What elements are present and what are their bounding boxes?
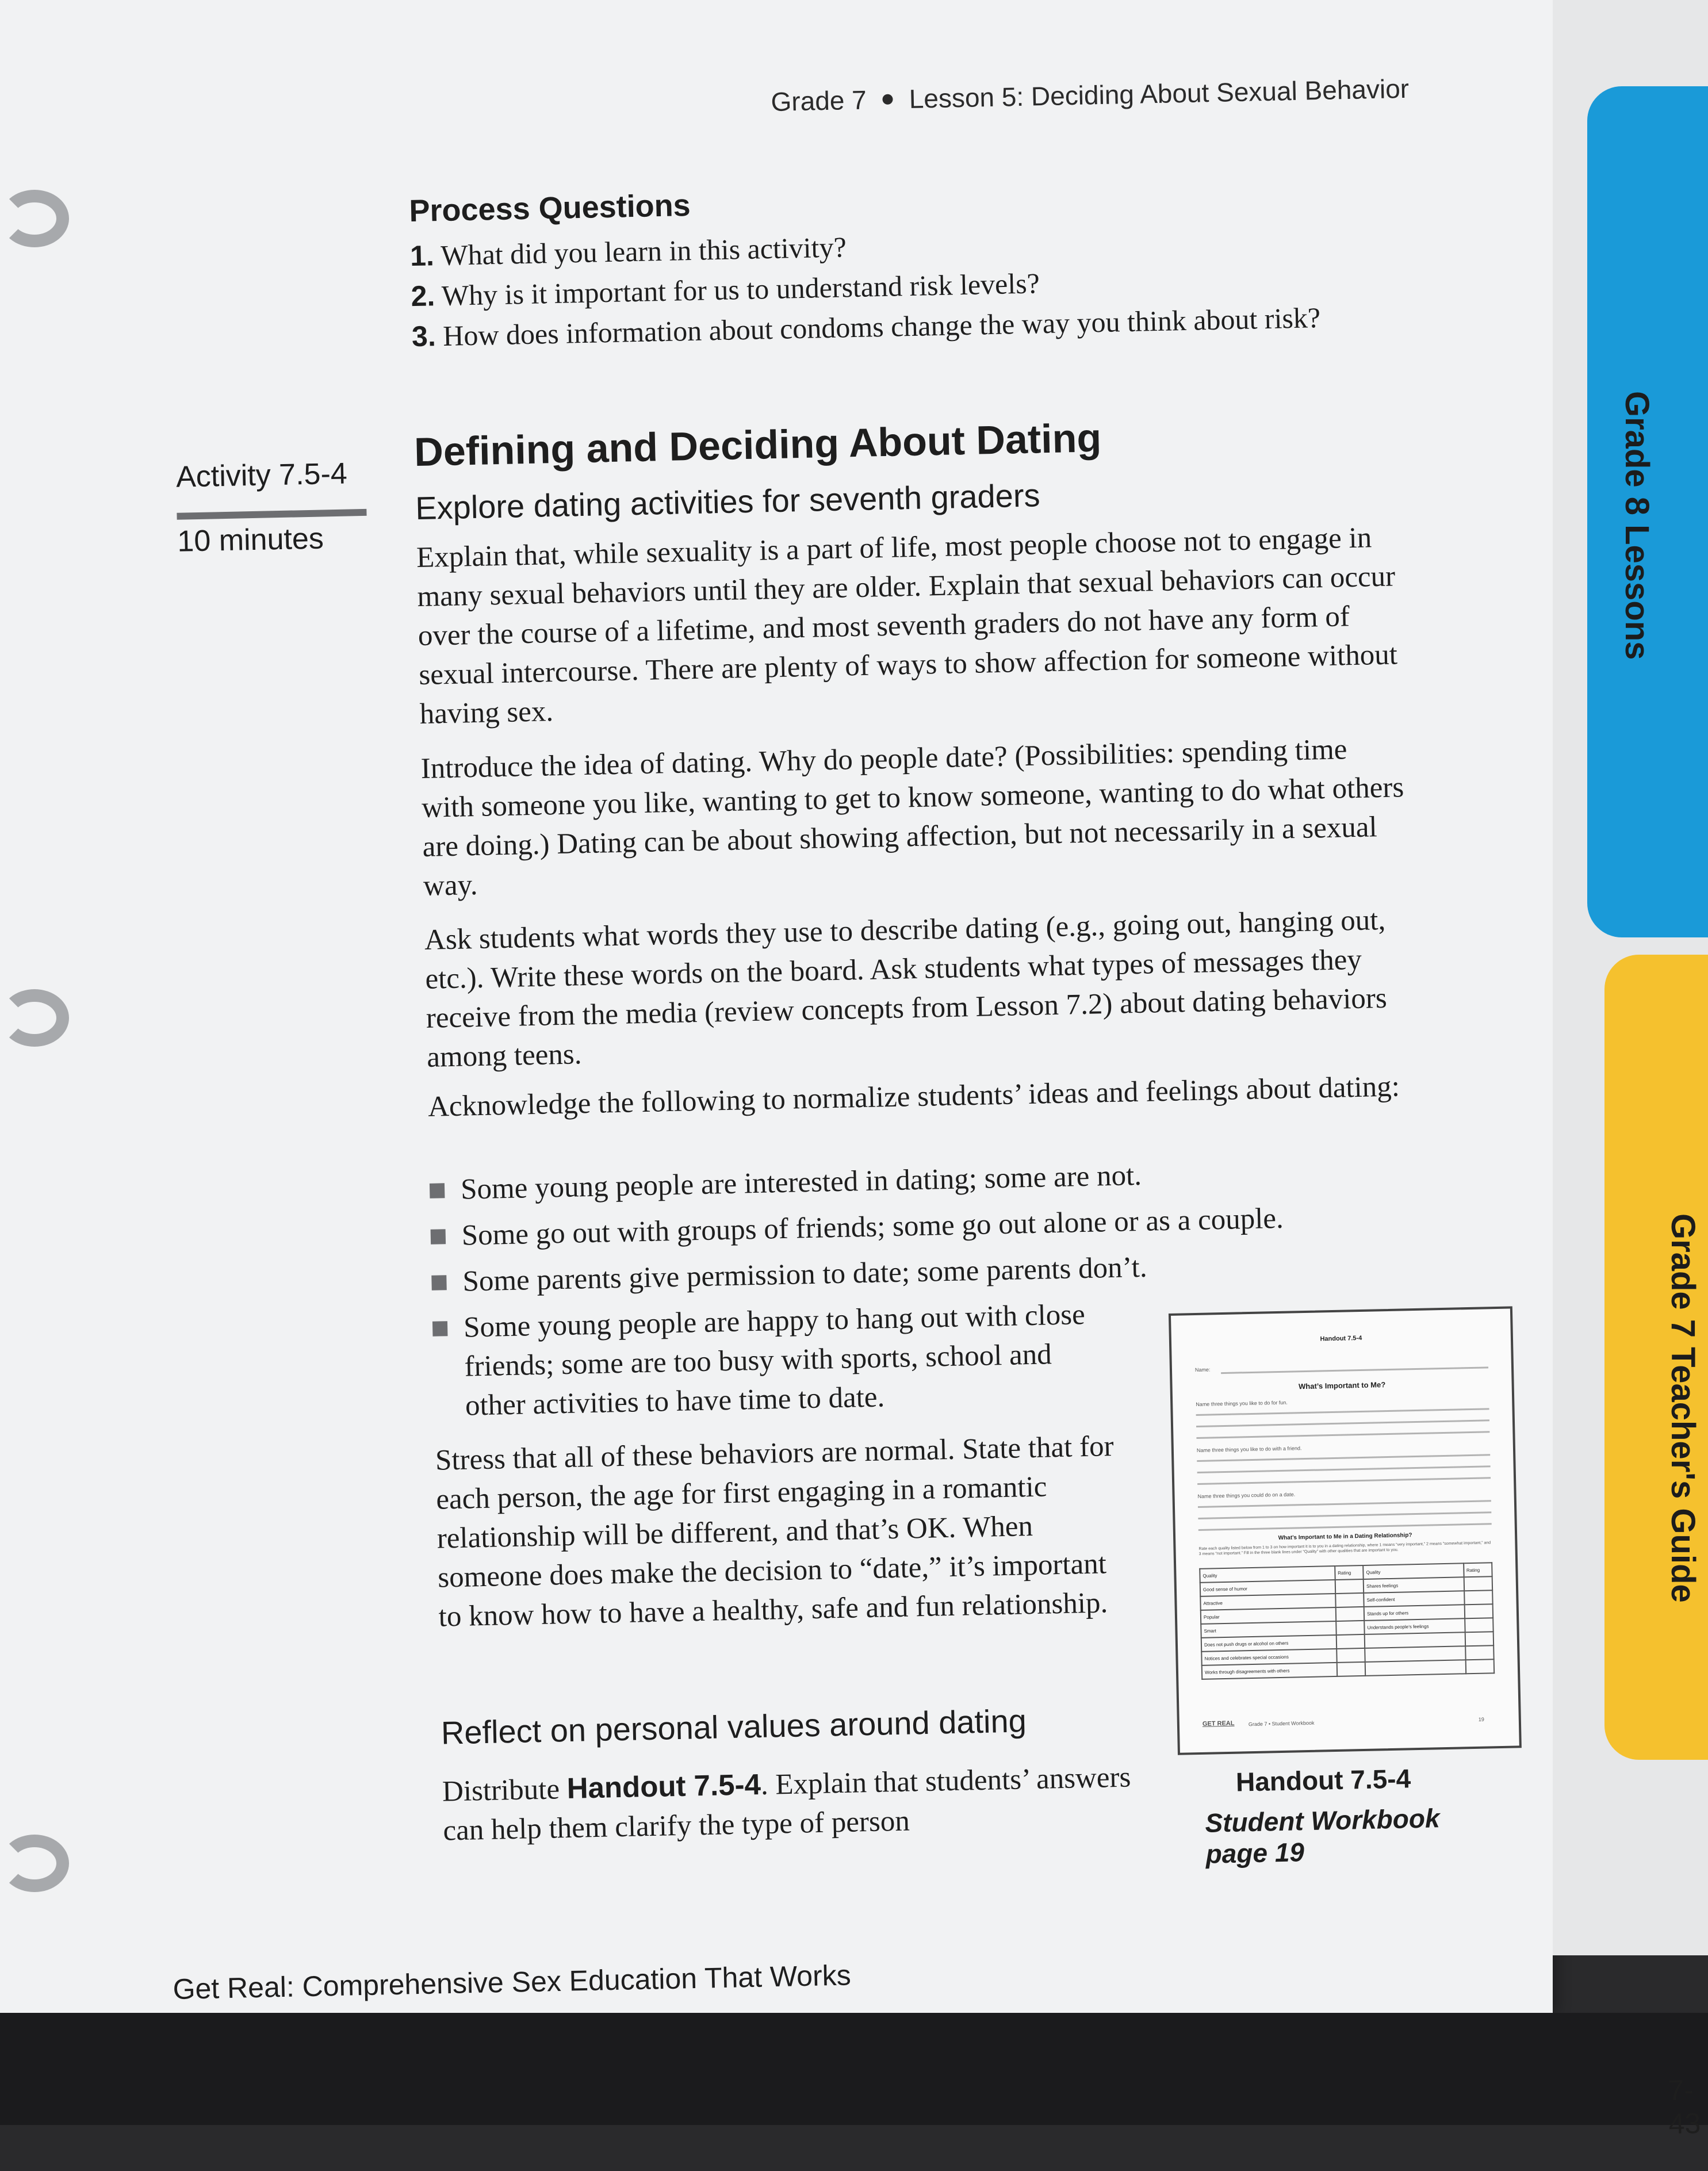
table-row: Works through disagreements with others [1202,1659,1494,1679]
paragraph-dating-words: Ask students what words they use to describe dating (e.g., going out, hanging out, etc.). Write these words on the board. Ask students what types of messages they receive from the media (review concepts from Lesson 7.2) about dating behaviors among teens. [424,903,1388,1074]
binder-ring [0,989,69,1047]
bullet-square [432,1322,448,1337]
book-title-footer: Get Real: Comprehensive Sex Education That Works [173,1959,852,2005]
paragraph-distribute: Distribute Handout 7.5-4. Explain that students’ answers can help them clarify the type of person [442,1761,1131,1847]
activity-title: Defining and Deciding About Dating [413,415,1102,475]
list-item: Some young people are happy to hang out with close friends; some are too busy with sports, school and other activities to have time to date. [432,1289,1389,1426]
table-row: Good sense of humor Shares feelings [1200,1576,1492,1596]
table-row: Attractive Self-confident [1200,1590,1492,1610]
table-surface [0,2013,1708,2125]
bullet-square [431,1276,447,1291]
list-item: Some parents give permission to date; some parents don’t. [431,1243,1387,1302]
page-number: 7-43 [1667,2074,1701,2141]
binder-ring [0,190,69,247]
question-2: 2. Why is it important for us to understand risk levels? [411,267,1040,313]
activity-duration: 10 minutes [177,522,324,558]
question-3: 3. How does information about condoms change the way you think about risk? [411,301,1321,353]
paragraph-acknowledge: Acknowledge the following to normalize students’ ideas and feelings about dating: [427,1070,1400,1123]
question-1: 1. What did you learn in this activity? [409,231,847,273]
tab-label-yellow: Grade 7 Teacher's Guide [1664,1213,1702,1603]
header-grade: Grade 7 [771,85,867,117]
ratings-table: Quality Rating Quality Rating Good sense of humor Shares feelings Attractive Self-confident Popular Stands up for others Smart Understands people’s feelings Does not push drugs or alcohol on others Notices and celebrates special occasions Works through disagreements with others [1199,1562,1495,1680]
table-row: Notices and celebrates special occasions [1201,1645,1493,1665]
activity-label: Activity 7.5-4 [175,457,348,494]
tab-label-blue: Grade 8 Lessons [1618,391,1656,660]
list-item: Some go out with groups of friends; some go out alone or as a couple. [430,1197,1385,1256]
bullet-dot [883,94,893,104]
activity-divider [177,509,366,520]
handout-caption: Handout 7.5-4 [1235,1763,1411,1797]
header-lesson: Lesson 5: Deciding About Sexual Behavior [909,73,1410,114]
section-heading-reflect: Reflect on personal values around dating [441,1702,1027,1751]
bullet-square [430,1184,445,1199]
paragraph-sexuality: Explain that, while sexuality is a part of life, most people choose not to engage in many sexual behaviors until they are older. Explain that sexual behaviors can occur over the course of a lifetime, and most seventh graders do not have any form of sexual intercourse. There are plenty of ways to show affection for someone without having sex. [416,522,1398,730]
bullet-square [431,1230,446,1245]
section-heading-explore: Explore dating activities for seventh graders [415,477,1041,527]
handout-thumbnail: Handout 7.5-4 Name: What’s Important to Me? Name three things you like to do for fun. Name three things you like to do with a friend. Name three things you could do on a date. What’s Important to Me in a Dating Relationship? Rate each quality listed below from 1 to 3 on how important it is to you in a dating relationship, where 1 means “very important,” 2 means “somewhat important,” and 3 means “not important.” Fill in the three blank lines under “Quality” with other qualities that are important to you. Quality Rating Quality Rating Good sense of humor Shares feelings Attractive Self-confident Popular Stands up for others Smart Understands people’s feelings Does not push drugs or alcohol on others Notices and celebrates special occasions Works through disagreements with others GET REAL Grade 7 • Student Workbook 19 [1169,1306,1522,1755]
paragraph-stress-normal: Stress that all of these behaviors are normal. State that for each person, the age for first engaging in a romantic relationship will be different, and that’s OK. When someone does make the decision to “date,” it’s important to know how to have a healthy, safe and fun relationship. [435,1430,1115,1633]
table-row: Popular Stands up for others [1201,1604,1493,1624]
paragraph-dating-intro: Introduce the idea of dating. Why do people date? (Possibilities: spending time with someone you like, wanting to get to know someone, wanting to do what others are doing.) Dating can be about showing affection, but not necessarily in a sexual way. [420,733,1404,902]
binder-ring [0,1835,69,1892]
workbook-caption: Student Workbook page 19 [1204,1803,1440,1869]
process-questions-heading: Process Questions [408,187,691,229]
list-item: Some young people are interested in dating; some are not. [429,1151,1384,1210]
table-row: Smart Understands people’s feelings [1201,1618,1493,1638]
table-row: Does not push drugs or alcohol on others [1201,1632,1493,1652]
